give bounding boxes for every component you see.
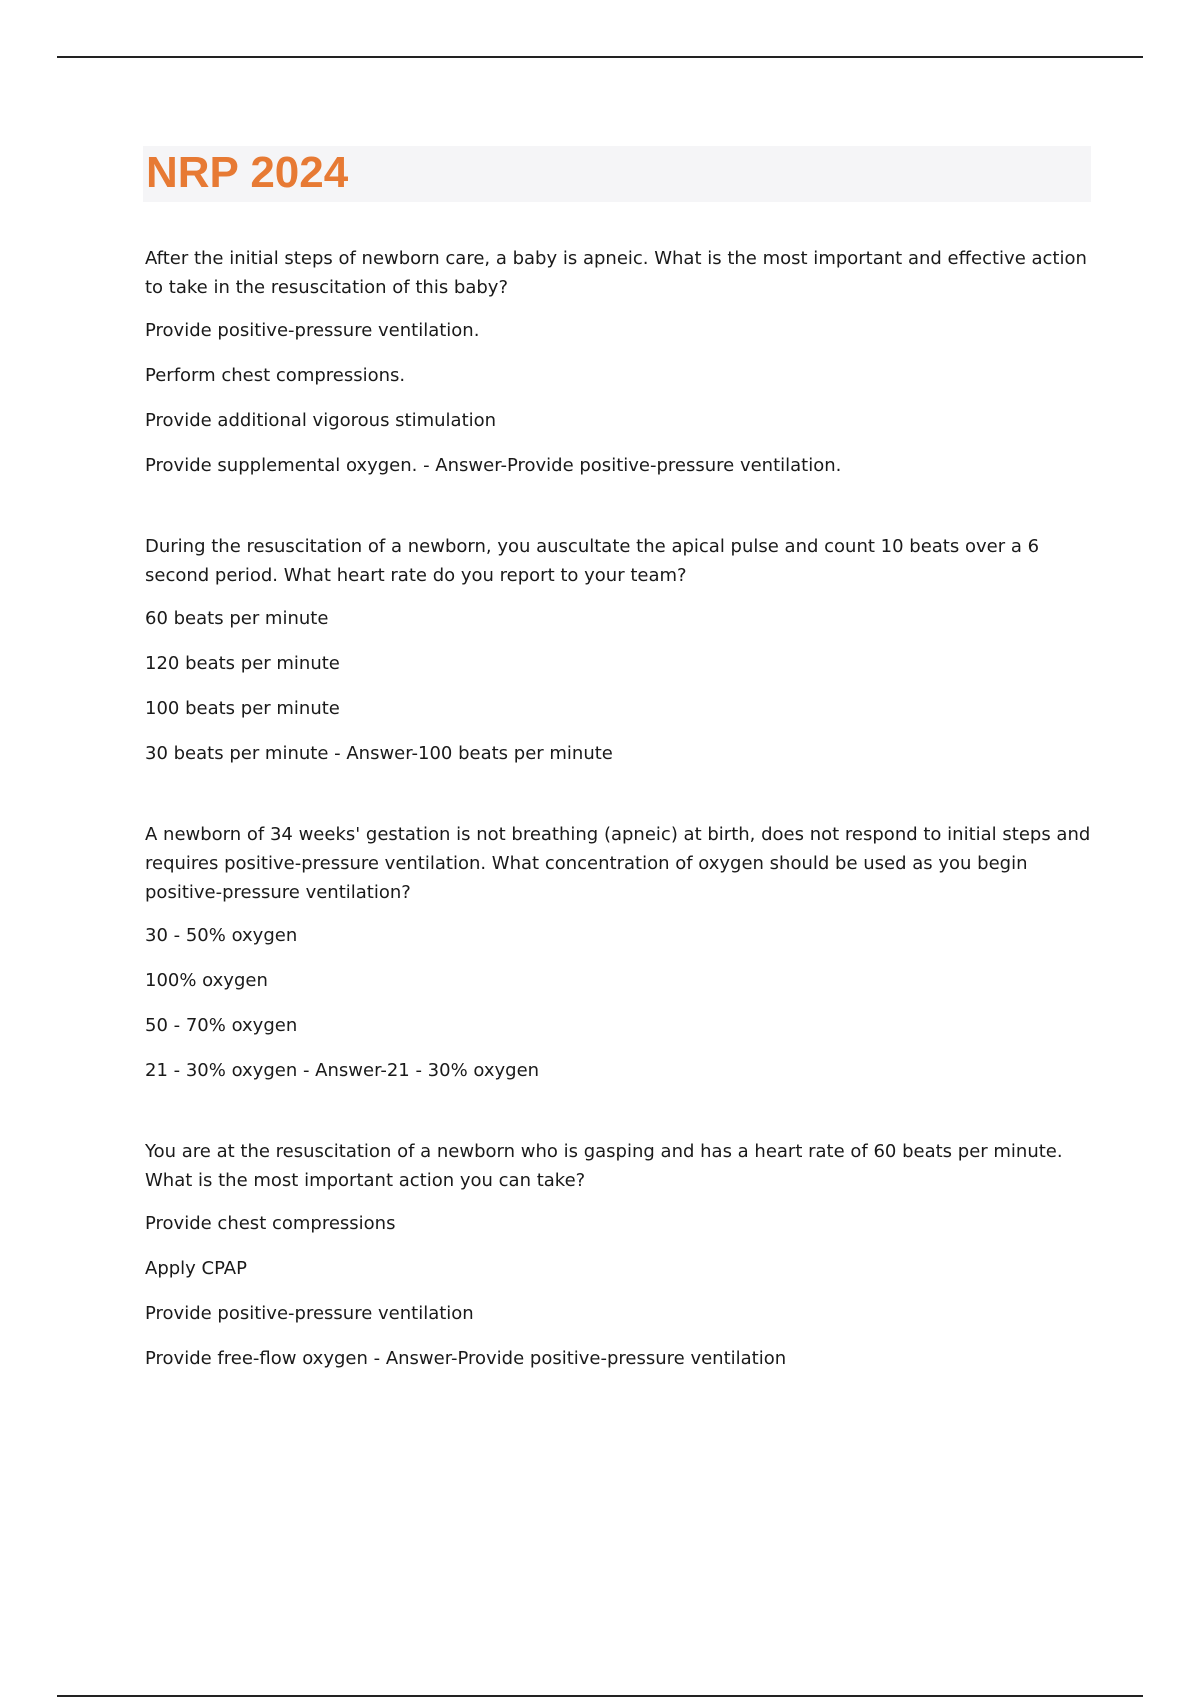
- answer-option: 100 beats per minute: [145, 698, 340, 719]
- answer-option: 30 - 50% oxygen: [145, 925, 298, 946]
- question-text: After the initial steps of newborn care, a baby is apneic. What is the most important and effective action to take in the resuscitation of this baby?: [145, 248, 1087, 298]
- answer-option-with-answer: 30 beats per minute - Answer-100 beats per minute: [145, 743, 613, 764]
- answer-option: 60 beats per minute: [145, 608, 329, 629]
- answer-option: 120 beats per minute: [145, 653, 340, 674]
- question-text: During the resuscitation of a newborn, you auscultate the apical pulse and count 10 beats over a 6 second period. What heart rate do you report to your team?: [145, 536, 1040, 586]
- answer-option: Provide chest compressions: [145, 1213, 396, 1234]
- answer-option: Provide positive-pressure ventilation: [145, 1303, 474, 1324]
- answer-option-with-answer: Provide free-flow oxygen - Answer-Provide positive-pressure ventilation: [145, 1348, 787, 1369]
- question-block-1: [145, 244, 1095, 480]
- answer-option: Perform chest compressions.: [145, 365, 406, 386]
- question-block-4: [145, 1137, 1095, 1373]
- question-text: A newborn of 34 weeks' gestation is not breathing (apneic) at birth, does not respond to initial steps and requires positive-pressure ventilation. What concentration of oxygen should be used as you begin positive-pressure ventilation?: [145, 824, 1091, 903]
- question-block-2: [145, 532, 1095, 768]
- footer-rule: [57, 1695, 1143, 1697]
- answer-option: Provide positive-pressure ventilation.: [145, 320, 480, 341]
- answer-option: 50 - 70% oxygen: [145, 1015, 298, 1036]
- answer-option: Provide additional vigorous stimulation: [145, 410, 497, 431]
- answer-option: 100% oxygen: [145, 970, 268, 991]
- question-text: You are at the resuscitation of a newborn who is gasping and has a heart rate of 60 beats per minute. What is the most important action you can take?: [145, 1141, 1063, 1191]
- answer-option: Apply CPAP: [145, 1258, 247, 1279]
- answer-option-with-answer: 21 - 30% oxygen - Answer-21 - 30% oxygen: [145, 1060, 540, 1081]
- question-block-3: [145, 820, 1095, 1085]
- document-title: NRP 2024: [146, 148, 349, 197]
- answer-option-with-answer: Provide supplemental oxygen. - Answer-Provide positive-pressure ventilation.: [145, 455, 842, 476]
- question-list: [145, 244, 1095, 1425]
- header-rule: [57, 56, 1143, 58]
